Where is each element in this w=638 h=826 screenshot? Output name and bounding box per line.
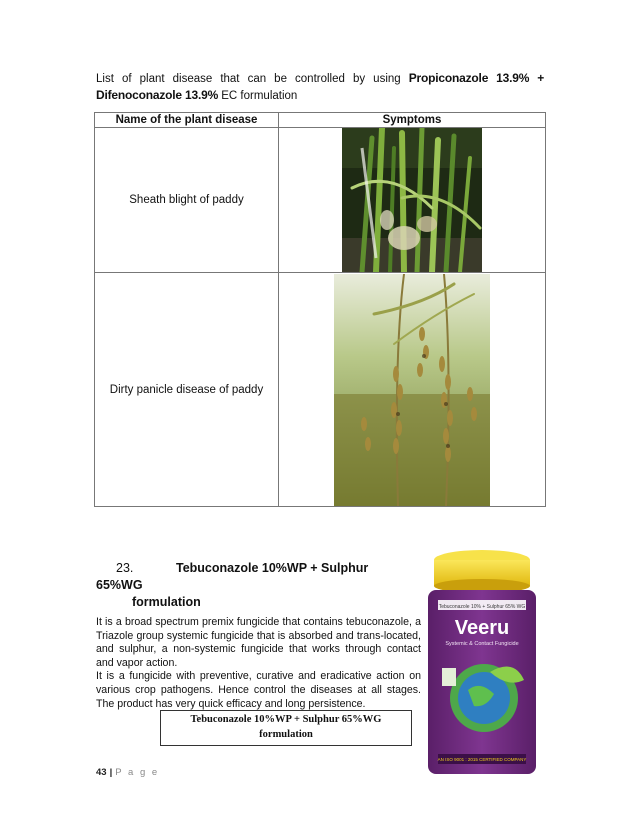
product-label-sub: Systemic & Contact Fungicide (445, 641, 519, 647)
table-row (95, 273, 546, 507)
header-symptoms: Symptoms (279, 113, 546, 128)
caption-line2: formulation (259, 729, 313, 740)
product-brand: Veeru (454, 617, 510, 639)
disease-table (94, 112, 546, 507)
intro-paragraph (96, 70, 544, 104)
description-paragraph-2: It is a fungicide with preventive, curative and eradicative action on various crop pathogens. Hence control the diseases at all stages. The product has very quick efficacy and long persistence. (96, 670, 421, 710)
section-title-line2: formulation (132, 595, 201, 609)
section-number: 23. (116, 561, 134, 575)
product-description (96, 616, 421, 711)
description-paragraph-1: It is a broad spectrum premix fungicide that contains tebuconazole, a Triazole group systemic fungicide that is absorbed and trans-located, and sulphur, a non-systemic fungicide that works through contact and vapor action. (96, 616, 421, 669)
intro-product-name-2: Difenoconazole 13.9% (96, 88, 219, 102)
page-label: P a g e (115, 767, 160, 778)
dirty-panicle-paddy-photo (334, 274, 490, 506)
intro-text-suffix: EC formulation (221, 90, 298, 102)
header-disease-name: Name of the plant disease (95, 113, 279, 128)
product-cert: AN ISO 9001 : 2015 CERTIFIED COMPANY (437, 757, 527, 762)
disease-name-cell: Dirty panicle disease of paddy (95, 273, 279, 507)
veeru-product-bottle-image (424, 548, 540, 776)
sheath-blight-paddy-photo (342, 128, 482, 272)
page-number: 43 (96, 767, 107, 778)
section-title-line1: Tebuconazole 10%WP + Sulphur 65%WG (96, 561, 369, 592)
table-row (95, 128, 546, 273)
table-header-row (95, 113, 546, 128)
caption-line1: Tebuconazole 10%WP + Sulphur 65%WG (190, 714, 382, 725)
intro-text-prefix: List of plant disease that can be controlled by using (96, 73, 401, 85)
intro-product-name-1: Propiconazole 13.9% + (408, 71, 545, 85)
disease-name-cell: Sheath blight of paddy (95, 128, 279, 273)
section-heading (96, 560, 416, 611)
symptom-image-cell (279, 273, 546, 507)
product-caption-box (160, 710, 412, 746)
product-label-top: Tebuconazole 10% + Sulphur 65% WG (438, 604, 526, 610)
page-footer (96, 767, 159, 778)
symptom-image-cell (279, 128, 546, 273)
footer-separator: | (109, 767, 113, 778)
